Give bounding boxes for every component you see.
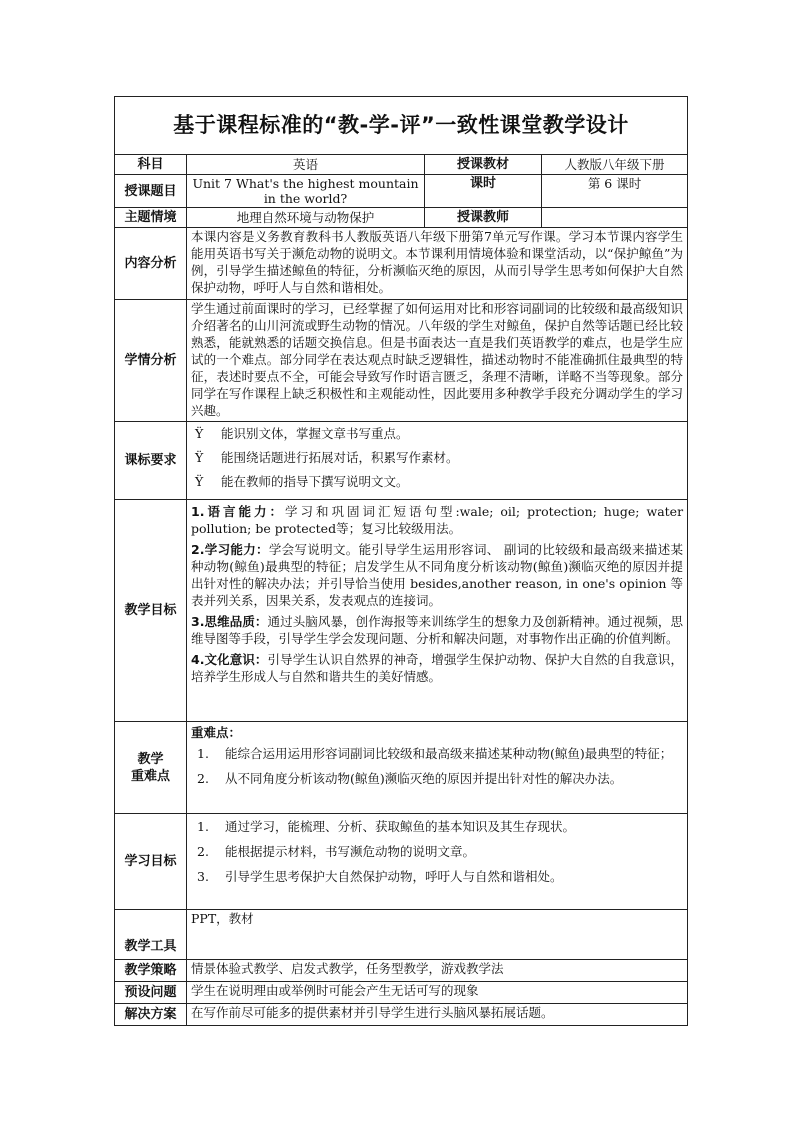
lesson-plan-table xyxy=(114,96,688,1026)
period-label: 课时 xyxy=(425,175,542,208)
textbook-value: 人教版八年级下册 xyxy=(542,155,688,175)
content-analysis-text: 本课内容是义务教育教科书人教版英语八年级下册第7单元写作课。学习本节课内容学生能用英语书写关于濒危动物的说明文。本节课利用情境体验和课堂活动，以“保护鲸鱼”为例，引导学生描述鲸鱼的特征，分析濒临灭绝的原因，从而引导学生思考如何保护大自然保护动物，呼吁人与自然和谐相处。 xyxy=(187,228,688,300)
key-points-content xyxy=(187,722,688,814)
bullet-marker: Ÿ xyxy=(195,426,204,441)
list-item: 3.思维品质：通过头脑风暴，创作海报等来训练学生的想象力及创新精神。通过视频，思维导图等手段，引导学生学会发现问题、分析和解决问题，对事物作出正确的价值判断。 xyxy=(191,614,684,646)
teaching-objectives-list xyxy=(187,500,688,722)
bullet-marker: Ÿ xyxy=(195,474,204,489)
list-item: 4.文化意识：引导学生认识自然界的神奇，增强学生保护动物、保护大自然的自我意识，培养学生形成人与自然和谐共生的美好情感。 xyxy=(191,652,684,684)
curriculum-requirements-list xyxy=(187,422,688,500)
subject-value: 英语 xyxy=(187,155,425,175)
anticipated-problems-text: 学生在说明理由或举例时可能会产生无话可写的现象 xyxy=(187,982,688,1004)
topic-label: 授课题目 xyxy=(115,175,187,208)
textbook-label: 授课教材 xyxy=(425,155,542,175)
list-item: 1.语言能力：学习和巩固词汇短语句型:wale; oil; protection; huge; water pollution; be protected等；复习比较级用法。 xyxy=(191,504,684,536)
list-item: 2. 从不同角度分析该动物(鲸鱼)濒临灭绝的原因并提出针对性的解决办法。 xyxy=(197,771,623,786)
list-item: 2.学习能力：学会写说明文。能引导学生运用形容词、 副词的比较级和最高级来描述某种动物(鲸鱼)最典型的特征；启发学生从不同角度分析该动物(鲸鱼)濒临灭绝的原因并提出针对性的解决办法；并引导恰当使用 besides,another reason, in one's opinion 等表并列关系，因果关系，发表观点的连接词。 xyxy=(191,542,684,608)
list-item: Ÿ 能识别文体，掌握文章书写重点。 xyxy=(191,425,683,442)
theme-value: 地理自然环境与动物保护 xyxy=(187,208,425,228)
list-item: 1. 通过学习，能梳理、分析、获取鲸鱼的基本知识及其生存现状。 xyxy=(197,819,576,834)
learning-objectives-list xyxy=(187,814,688,910)
learner-analysis-text: 学生通过前面课时的学习，已经掌握了如何运用对比和形容词副词的比较级和最高级知识介绍著名的山川河流或野生动物的情况。八年级的学生对鲸鱼，保护自然等话题已经比较熟悉，能就熟悉的话题交换信息。但是书面表达一直是我们英语教学的难点，也是学生应试的一个难点。部分同学在表达观点时缺乏逻辑性，描述动物时不能准确抓住最典型的特征，表述时要点不全，可能会导致写作时语言匮乏，条理不清晰，详略不当等现象。部分同学在写作课程上缺乏积极性和主观能动性，因此要用多种教学手段充分调动学生的学习兴趣。 xyxy=(187,300,688,422)
solutions-text: 在写作前尽可能多的提供素材并引导学生进行头脑风暴拓展话题。 xyxy=(187,1004,688,1026)
key-points-label: 教学 重难点 xyxy=(115,722,187,814)
learning-objectives-label: 学习目标 xyxy=(115,814,187,910)
tools-label: 教学工具 xyxy=(115,910,187,960)
document-title: 基于课程标准的“教-学-评”一致性课堂教学设计 xyxy=(115,97,688,155)
strategies-label: 教学策略 xyxy=(115,960,187,982)
strategies-text: 情景体验式教学、启发式教学，任务型教学，游戏教学法 xyxy=(187,960,688,982)
curriculum-requirements-label: 课标要求 xyxy=(115,422,187,500)
period-value: 第 6 课时 xyxy=(542,175,688,208)
teacher-value xyxy=(542,208,688,228)
theme-label: 主题情境 xyxy=(115,208,187,228)
topic-value: Unit 7 What's the highest mountain in the world? xyxy=(187,175,425,208)
solutions-label: 解决方案 xyxy=(115,1004,187,1026)
learner-analysis-label: 学情分析 xyxy=(115,300,187,422)
list-item: Ÿ 能在教师的指导下撰写说明文文。 xyxy=(191,473,683,490)
content-analysis-label: 内容分析 xyxy=(115,228,187,300)
list-item: 2. 能根据提示材料，书写濒危动物的说明文章。 xyxy=(197,844,476,859)
tools-text: PPT，教材 xyxy=(187,910,688,960)
list-item: Ÿ 能围绕话题进行拓展对话，积累写作素材。 xyxy=(191,449,683,466)
list-item: 3. 引导学生思考保护大自然保护动物，呼吁人与自然和谐相处。 xyxy=(197,869,563,884)
teacher-label: 授课教师 xyxy=(425,208,542,228)
teaching-objectives-label: 教学目标 xyxy=(115,500,187,722)
anticipated-problems-label: 预设问题 xyxy=(115,982,187,1004)
subject-label: 科目 xyxy=(115,155,187,175)
bullet-marker: Ÿ xyxy=(195,450,204,465)
list-item: 1. 能综合运用运用形容词副词比较级和最高级来描述某种动物(鲸鱼)最典型的特征； xyxy=(197,746,673,761)
key-points-heading: 重难点： xyxy=(191,725,242,740)
